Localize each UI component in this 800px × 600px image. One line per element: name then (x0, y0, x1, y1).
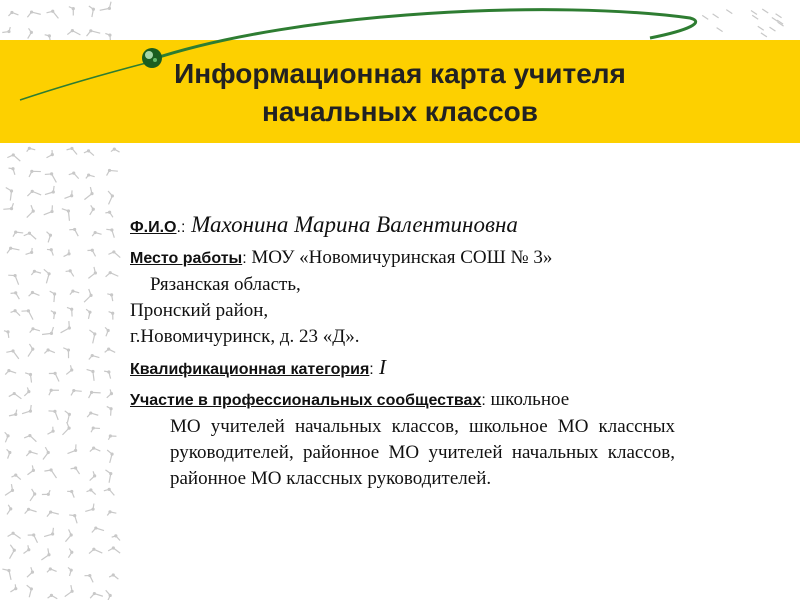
communities-sep: : (481, 392, 486, 409)
workplace-sep: : (242, 250, 247, 267)
fio-label: Ф.И.О (130, 219, 177, 236)
fio-row (130, 212, 675, 241)
workplace-row (130, 245, 675, 272)
category-label: Квалификационная категория (130, 361, 370, 378)
communities-row (130, 387, 675, 414)
page-title (120, 55, 680, 131)
teacher-info (130, 212, 675, 492)
workplace-label: Место работы (130, 250, 243, 267)
workplace-line-4: г.Новомичуринск, д. 23 «Д». (130, 326, 360, 347)
category-value: I (373, 355, 386, 379)
category-sep: : (369, 361, 374, 378)
workplace-line-2: Рязанская область, (150, 274, 301, 295)
fio-value: Махонина Марина Валентиновна (185, 212, 518, 237)
title-line-2: начальных классов (262, 96, 538, 127)
communities-first: школьное (485, 389, 570, 410)
workplace-line-1: МОУ «Новомичуринская СОШ № 3» (246, 247, 553, 268)
communities-label: Участие в профессиональных сообществах (130, 392, 482, 409)
workplace-line-3: Пронский район, (130, 300, 269, 321)
communities-text: МО учителей начальных классов, школьное МО классных руководителей, районное МО учителей начальных классов, районное МО классных руководителей. (170, 416, 675, 489)
fio-sep: .: (176, 219, 186, 236)
title-line-1: Информационная карта учителя (174, 58, 626, 89)
category-row (130, 354, 675, 383)
